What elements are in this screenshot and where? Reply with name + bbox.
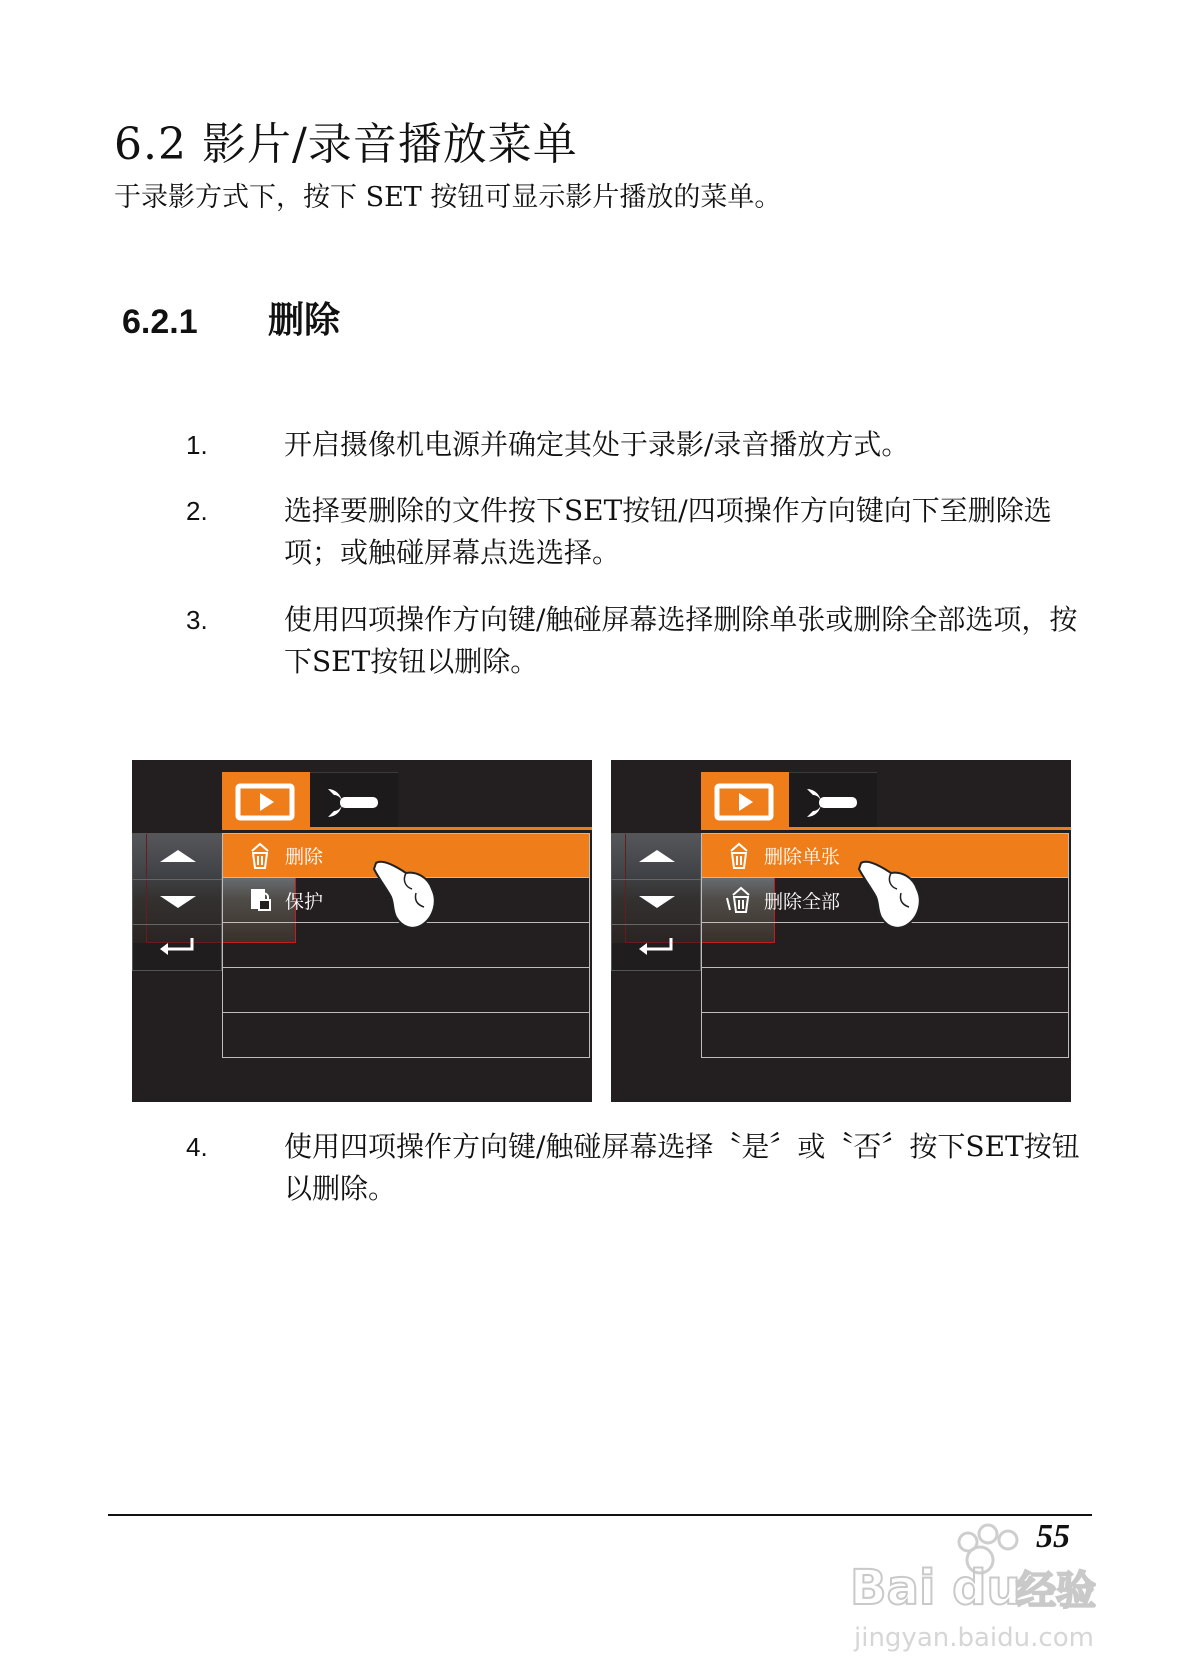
wrench-icon (310, 773, 398, 831)
wrench-icon (789, 773, 877, 831)
menu-item-label: 删除全部 (764, 890, 841, 913)
down-button[interactable] (612, 879, 702, 924)
up-button[interactable] (133, 834, 223, 878)
menu-item-empty (222, 1013, 590, 1058)
play-icon (222, 772, 310, 830)
arrow-down-icon (637, 894, 677, 910)
arrow-up-icon (158, 848, 198, 864)
camera-screen-delete-menu (132, 760, 592, 1102)
svg-text:经验: 经验 (1016, 1568, 1096, 1614)
tab-underline (222, 827, 592, 830)
menu-item-label: 删除 (285, 846, 324, 868)
hand-pointer-icon (372, 855, 442, 935)
step-number: 1. (186, 430, 208, 460)
step-text: 选择要删除的文件按下SET按钮/四项操作方向键向下至删除选项；或触碰屏幕点选选择。 (284, 494, 1052, 569)
lock-file-icon (243, 883, 277, 917)
up-button[interactable] (612, 834, 702, 878)
camera-screen-delete-submenu (611, 760, 1071, 1102)
tab-underline (701, 827, 1071, 830)
svg-text:Bai du: Bai du (850, 1560, 1021, 1616)
step-number: 2. (186, 496, 208, 526)
hand-pointer-icon (857, 855, 927, 935)
nav-panel (611, 833, 701, 971)
down-button[interactable] (133, 879, 223, 924)
baidu-watermark-logo (848, 1520, 1128, 1660)
menu-item-empty (701, 1013, 1069, 1058)
menu-item-label: 删除单张 (764, 846, 841, 868)
menu-item-label: 保护 (285, 890, 324, 913)
section-title: 6.2 影片/录音播放菜单 (114, 119, 578, 170)
step-text: 使用四项操作方向键/触碰屏幕选择删除单张或删除全部选项，按下SET按钮以删除。 (284, 603, 1078, 678)
return-button[interactable] (133, 924, 223, 969)
trash-icon (243, 839, 277, 873)
step-number: 3. (186, 605, 208, 635)
tab-settings[interactable] (310, 772, 398, 831)
step-text: 使用四项操作方向键/触碰屏幕选择〝是〞或〝否〞按下SET按钮以删除。 (284, 1130, 1080, 1205)
step-number: 4. (186, 1132, 208, 1162)
section-intro: 于录影方式下，按下 SET 按钮可显示影片播放的菜单。 (114, 182, 782, 213)
play-icon (701, 772, 789, 830)
step-text: 开启摄像机电源并确定其处于录影/录音播放方式。 (284, 428, 910, 461)
arrow-up-icon (637, 848, 677, 864)
tab-playback[interactable] (701, 772, 789, 830)
arrow-down-icon (158, 894, 198, 910)
page-number: 55 (1036, 1518, 1070, 1555)
return-button[interactable] (612, 924, 702, 969)
footer-rule (108, 1514, 1092, 1516)
return-icon (158, 936, 198, 958)
trash-multiple-icon (722, 883, 756, 917)
menu-item-empty (701, 968, 1069, 1013)
subsection-number: 6.2.1 (122, 303, 198, 341)
tab-settings[interactable] (789, 772, 877, 831)
nav-panel (132, 833, 222, 971)
trash-icon (722, 839, 756, 873)
tab-playback[interactable] (222, 772, 310, 830)
return-icon (637, 936, 677, 958)
subsection-title: 删除 (268, 299, 341, 341)
menu-item-empty (222, 968, 590, 1013)
svg-text:jingyan.baidu.com: jingyan.baidu.com (854, 1623, 1094, 1653)
